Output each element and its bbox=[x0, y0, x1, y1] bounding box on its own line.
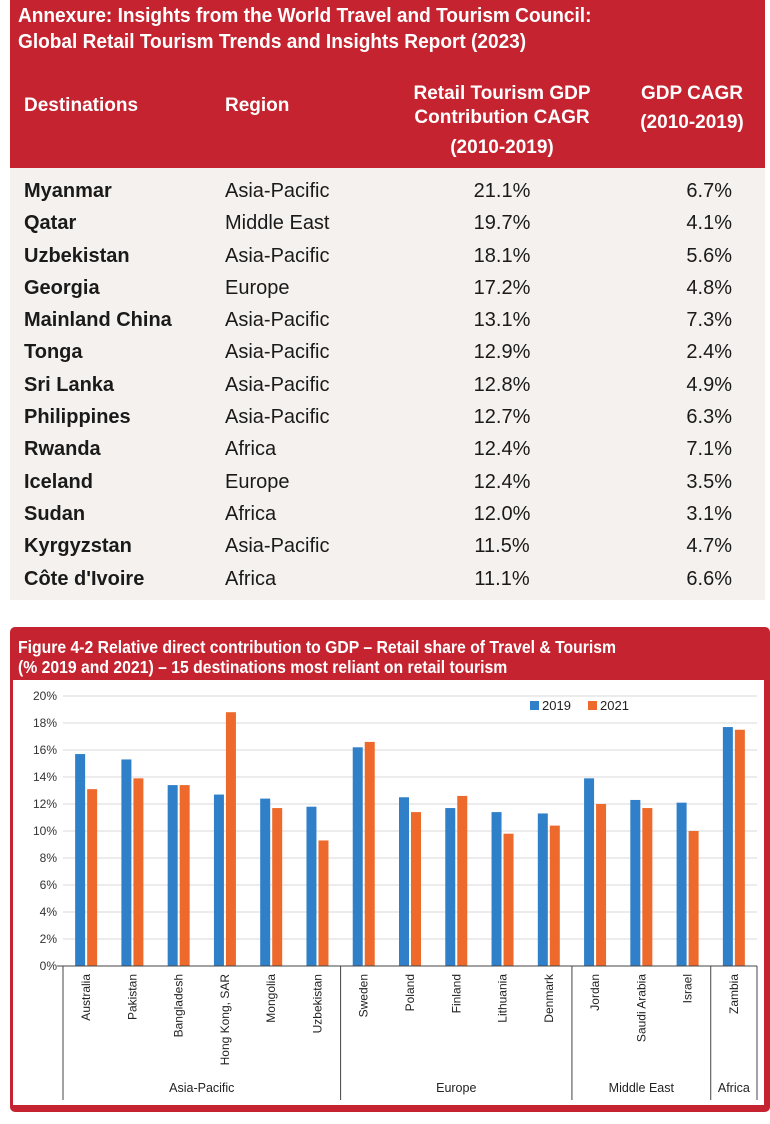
gdp-cagr-cell: 5.6% bbox=[686, 244, 732, 267]
legend-label-2021: 2021 bbox=[600, 698, 629, 713]
table-row bbox=[10, 176, 765, 208]
category-label: Hong Kong, SAR bbox=[217, 974, 232, 1066]
retail-gdp-cagr-cell: 18.1% bbox=[473, 244, 531, 267]
destination-cell: Myanmar bbox=[24, 180, 112, 202]
destination-cell: Georgia bbox=[24, 276, 100, 299]
category-label: Australia bbox=[79, 974, 94, 1021]
annexure-title-line1: Annexure: Insights from the World Travel and Tourism Council: bbox=[18, 4, 592, 27]
bar-2021-israel bbox=[689, 831, 699, 966]
retail-gdp-cagr-cell: 11.5% bbox=[474, 535, 530, 558]
table-row bbox=[10, 241, 765, 273]
retail-gdp-cagr-cell: 12.0% bbox=[473, 502, 531, 525]
bar-2021-jordan bbox=[596, 804, 606, 966]
annexure-title-line2: Global Retail Tourism Trends and Insights Report (2023) bbox=[18, 30, 527, 53]
figure-title-line1: Figure 4-2 Relative direct contribution to GDP – Retail share of Travel & Tourism bbox=[18, 637, 617, 657]
y-tick-label: 18% bbox=[32, 716, 57, 730]
column-header-retail-gdp-cagr-line3: (2010-2019) bbox=[450, 137, 554, 158]
gdp-cagr-cell: 7.1% bbox=[686, 438, 732, 461]
column-header-retail-gdp-cagr bbox=[382, 82, 622, 160]
destination-cell: Sri Lanka bbox=[24, 373, 115, 396]
column-header-region: Region bbox=[225, 95, 290, 116]
figure-title bbox=[18, 637, 702, 677]
bar-2021-australia bbox=[87, 789, 97, 966]
region-cell: Africa bbox=[225, 567, 277, 590]
region-cell: Asia-Pacific bbox=[225, 535, 330, 558]
destination-cell: Mainland China bbox=[24, 309, 172, 332]
category-label: Bangladesh bbox=[171, 974, 186, 1038]
region-cell: Asia-Pacific bbox=[225, 180, 330, 202]
bar-2019-pakistan bbox=[121, 759, 131, 966]
table-row bbox=[10, 531, 765, 563]
retail-gdp-cagr-cell: 12.8% bbox=[473, 373, 531, 396]
y-tick-label: 8% bbox=[39, 851, 57, 865]
legend-label-2019: 2019 bbox=[542, 698, 571, 713]
bar-2019-lithuania bbox=[492, 812, 502, 966]
destination-cell: Sudan bbox=[24, 502, 86, 525]
legend-swatch-2019 bbox=[530, 701, 539, 710]
category-label: Uzbekistan bbox=[310, 974, 325, 1034]
category-label: Finland bbox=[449, 974, 464, 1014]
group-label: Africa bbox=[717, 1081, 750, 1095]
column-header-gdp-cagr-line2: (2010-2019) bbox=[640, 112, 744, 133]
y-tick-label: 6% bbox=[39, 878, 57, 892]
y-tick-label: 2% bbox=[39, 932, 57, 946]
bar-2019-saudi-arabia bbox=[630, 800, 640, 966]
y-tick-label: 12% bbox=[32, 797, 57, 811]
region-cell: Asia-Pacific bbox=[225, 341, 330, 364]
y-tick-label: 14% bbox=[32, 770, 57, 784]
bar-2019-hong-kong-sar bbox=[214, 795, 224, 966]
group-label: Middle East bbox=[608, 1081, 674, 1095]
y-tick-label: 16% bbox=[32, 743, 57, 757]
y-tick-label: 4% bbox=[39, 905, 57, 919]
bar-2021-lithuania bbox=[504, 834, 514, 966]
destination-cell: Kyrgyzstan bbox=[24, 535, 132, 558]
gdp-cagr-cell: 4.1% bbox=[686, 212, 732, 235]
region-cell: Asia-Pacific bbox=[225, 309, 330, 332]
category-label: Saudi Arabia bbox=[634, 974, 649, 1043]
retail-gdp-cagr-cell: 19.7% bbox=[473, 212, 531, 235]
destination-cell: Rwanda bbox=[24, 438, 101, 461]
retail-gdp-cagr-cell: 21.1% bbox=[473, 180, 531, 202]
annexure-title bbox=[18, 3, 711, 55]
bar-2019-mongolia bbox=[260, 799, 270, 966]
y-tick-label: 0% bbox=[39, 959, 57, 973]
retail-gdp-cagr-cell: 17.2% bbox=[473, 276, 531, 299]
destination-cell: Uzbekistan bbox=[24, 244, 130, 267]
bar-2019-sweden bbox=[353, 747, 363, 966]
retail-gdp-cagr-cell: 11.1% bbox=[474, 567, 530, 590]
figure-panel bbox=[10, 627, 770, 1112]
category-label: Pakistan bbox=[125, 974, 140, 1021]
destination-cell: Tonga bbox=[24, 341, 83, 364]
bar-2021-pakistan bbox=[133, 778, 143, 966]
table-row bbox=[10, 564, 765, 596]
gdp-cagr-cell: 7.3% bbox=[686, 309, 732, 332]
destination-cell: Côte d'Ivoire bbox=[24, 567, 145, 590]
table-row bbox=[10, 499, 765, 531]
bar-2021-sweden bbox=[365, 742, 375, 966]
bar-2019-australia bbox=[75, 754, 85, 966]
bar-2021-denmark bbox=[550, 826, 560, 966]
region-cell: Africa bbox=[225, 502, 277, 525]
gdp-cagr-cell: 3.1% bbox=[686, 502, 732, 525]
gdp-cagr-cell: 6.3% bbox=[686, 406, 732, 429]
table-row bbox=[10, 402, 765, 434]
bar-2021-saudi-arabia bbox=[642, 808, 652, 966]
bar-2019-bangladesh bbox=[168, 785, 178, 966]
column-header-retail-gdp-cagr-line1: Retail Tourism GDP bbox=[413, 83, 591, 104]
legend-swatch-2021 bbox=[588, 701, 597, 710]
column-header-retail-gdp-cagr-line2: Contribution CAGR bbox=[414, 107, 590, 128]
chart-panel bbox=[13, 680, 764, 1105]
bar-2019-uzbekistan bbox=[306, 807, 316, 966]
region-cell: Asia-Pacific bbox=[225, 373, 330, 396]
bar-2021-uzbekistan bbox=[318, 840, 328, 966]
retail-gdp-cagr-cell: 13.1% bbox=[473, 309, 531, 332]
gdp-cagr-cell: 6.7% bbox=[686, 180, 732, 202]
category-label: Jordan bbox=[588, 974, 603, 1011]
bar-2019-denmark bbox=[538, 813, 548, 966]
category-label: Mongolia bbox=[264, 974, 279, 1023]
gdp-cagr-cell: 4.7% bbox=[686, 535, 732, 558]
region-cell: Europe bbox=[225, 276, 290, 299]
group-label: Europe bbox=[436, 1081, 477, 1095]
bar-chart bbox=[13, 680, 764, 1105]
category-label: Lithuania bbox=[495, 974, 510, 1023]
table-row bbox=[10, 467, 765, 499]
annexure-rows bbox=[10, 176, 765, 596]
table-row bbox=[10, 337, 765, 369]
bar-2019-finland bbox=[445, 808, 455, 966]
gdp-cagr-cell: 6.6% bbox=[686, 567, 732, 590]
figure-title-line2: (% 2019 and 2021) – 15 destinations most reliant on retail tourism bbox=[18, 657, 508, 677]
region-cell: Asia-Pacific bbox=[225, 244, 330, 267]
annexure-table bbox=[10, 0, 765, 600]
gdp-cagr-cell: 3.5% bbox=[686, 470, 732, 493]
category-label: Poland bbox=[403, 974, 417, 1012]
column-header-gdp-cagr-line1: GDP CAGR bbox=[640, 83, 744, 104]
gdp-cagr-cell: 2.4% bbox=[686, 341, 732, 364]
annexure-header bbox=[10, 0, 765, 168]
bar-2019-jordan bbox=[584, 778, 594, 966]
column-header-gdp-cagr bbox=[622, 82, 762, 135]
bar-2021-mongolia bbox=[272, 808, 282, 966]
retail-gdp-cagr-cell: 12.9% bbox=[473, 341, 531, 364]
table-row bbox=[10, 370, 765, 402]
gdp-cagr-cell: 4.8% bbox=[686, 276, 732, 299]
table-row bbox=[10, 208, 765, 240]
category-label: Denmark bbox=[541, 974, 556, 1023]
destination-cell: Iceland bbox=[24, 470, 93, 493]
table-row bbox=[10, 305, 765, 337]
bar-2021-bangladesh bbox=[180, 785, 190, 966]
category-label: Israel bbox=[680, 974, 695, 1004]
bar-2021-poland bbox=[411, 812, 421, 966]
group-label: Asia-Pacific bbox=[169, 1081, 235, 1095]
region-cell: Asia-Pacific bbox=[225, 406, 330, 429]
table-row bbox=[10, 434, 765, 466]
destination-cell: Qatar bbox=[24, 212, 77, 235]
bar-2019-israel bbox=[677, 803, 687, 966]
table-row bbox=[10, 273, 765, 305]
region-cell: Africa bbox=[225, 438, 277, 461]
destination-cell: Philippines bbox=[24, 406, 131, 429]
y-tick-label: 10% bbox=[32, 824, 57, 838]
region-cell: Middle East bbox=[225, 212, 330, 235]
bar-2021-finland bbox=[457, 796, 467, 966]
bar-2019-zambia bbox=[723, 727, 733, 966]
gdp-cagr-cell: 4.9% bbox=[686, 373, 732, 396]
retail-gdp-cagr-cell: 12.7% bbox=[473, 406, 531, 429]
bar-2019-poland bbox=[399, 797, 409, 966]
bar-2021-hong-kong-sar bbox=[226, 712, 236, 966]
column-header-destinations: Destinations bbox=[24, 95, 139, 116]
retail-gdp-cagr-cell: 12.4% bbox=[473, 470, 531, 493]
retail-gdp-cagr-cell: 12.4% bbox=[473, 438, 531, 461]
category-label: Sweden bbox=[356, 974, 371, 1018]
region-cell: Europe bbox=[225, 470, 290, 493]
category-label: Zambia bbox=[726, 974, 741, 1015]
y-tick-label: 20% bbox=[32, 689, 57, 703]
bar-2021-zambia bbox=[735, 730, 745, 966]
